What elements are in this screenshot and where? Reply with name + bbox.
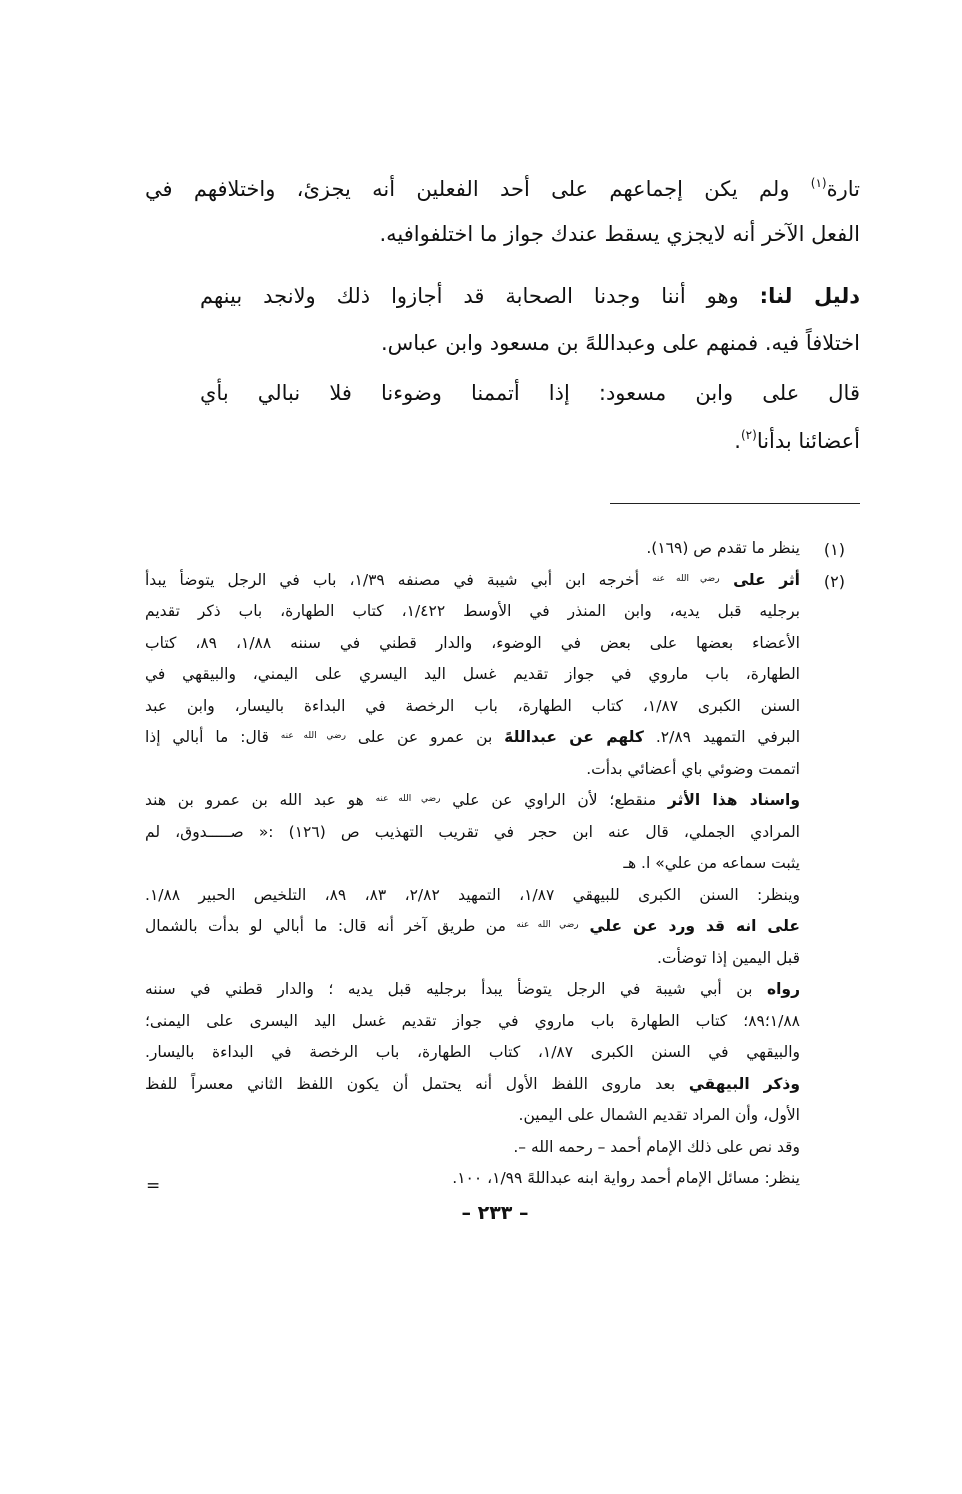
- footnote-line: [145, 854, 800, 872]
- text-segment: .: [734, 429, 741, 453]
- footnote-line: [145, 980, 800, 998]
- text-segment: الأعضاء بعضها على بعض في الوضوء، والدار قطني في سننه ١/٨٨، ٨٩، كتاب: [145, 633, 800, 652]
- body-line: [145, 222, 860, 246]
- footnote-line: [145, 917, 800, 935]
- footnote-line: [145, 1012, 800, 1030]
- footnote-line: [145, 760, 800, 778]
- text-segment: على انه قد ورد عن علي: [578, 917, 801, 935]
- text-segment: قبل اليمين إذا توضأت.: [657, 948, 800, 967]
- text-segment: ولم يكن إجماعهم على أحد الفعلين أنه يجزئ، واختلافهم في: [145, 177, 811, 201]
- footnote-line: [145, 1106, 800, 1124]
- footnote-line: [145, 602, 800, 620]
- footnote-line: [145, 1138, 800, 1156]
- text-segment: وذكر البيهقي: [688, 1074, 800, 1093]
- text-segment: بن عمرو عن على: [345, 728, 505, 746]
- footnote-line: [145, 571, 800, 589]
- text-segment: أخرجه ابن أبي شيبة في مصنفه ١/٣٩، باب في الرجل يتوضأ يبدأ: [145, 570, 653, 589]
- text-segment: قال على وابن مسعود: إذا أتممنا وضوءنا فلا نبالي بأي: [200, 381, 860, 405]
- text-segment: اختلافاً فيه. فمنهم على وعبداللهً بن مسعود وابن عباس.: [381, 331, 860, 355]
- footnote-line: [145, 539, 800, 557]
- footnote-line: [145, 665, 800, 683]
- footnote-ref: (٢): [740, 428, 757, 442]
- honorific-glyph: رضي الله عنه: [652, 573, 720, 584]
- footnote-line: [145, 697, 800, 715]
- text-segment: أثر على: [719, 570, 800, 589]
- text-segment: هو عبد الله بن عمرو بن هند: [145, 791, 376, 809]
- footnote-line: [145, 886, 800, 904]
- footnote-line: [145, 1169, 800, 1187]
- text-segment: ١/٨٨؛٨٩؛ كتاب الطهارة باب ماروي في جواز تقديم غسل اليد اليسرى على اليمنى؛: [145, 1011, 800, 1030]
- text-segment: البرفي التمهيد ٢/٨٩.: [643, 728, 800, 746]
- footnote-line: [145, 791, 800, 809]
- text-segment: ينظر ما تقدم ص (١٦٩).: [646, 539, 800, 557]
- text-segment: السنن الكبرى ١/٨٧، كتاب الطهارة، باب الرخصة في البداءة باليسار، وابن عبد: [145, 696, 801, 715]
- body-line: [145, 176, 860, 201]
- body-line: [200, 381, 860, 405]
- honorific-glyph: رضي الله عنه: [516, 920, 579, 930]
- text-segment: بن أبي شيبة في الرجل يتوضأ يبدأ برجليه قبل يديه ؛ والدار قطني في سننه: [145, 980, 767, 998]
- text-segment: يثبت سماعه من علي» ا. هـ: [623, 854, 800, 872]
- text-segment: الطهارة، باب ماروي في جواز تقديم غسل اليد اليسري على اليمني، والبيقهي في: [145, 665, 800, 683]
- body-line: [145, 428, 860, 453]
- text-segment: منقطع؛ لأن الراوي عن علي: [440, 791, 668, 809]
- text-segment: من طريق آخر أنه قال: ما أبالي لو بدأت بالشمال: [145, 917, 517, 935]
- text-segment: واسناد هذا الأثر: [667, 791, 800, 809]
- text-segment: دليل لنا:: [759, 284, 860, 308]
- page-number: – ٢٣٣ –: [461, 1202, 529, 1224]
- text-segment: ينظر: مسائل الإمام أحمد رواية ابنه عبداللهً ١/٩٩، ١٠٠.: [452, 1169, 800, 1187]
- footnote-separator: [610, 503, 860, 504]
- text-segment: وينظر: السنن الكبرى للبيهقي ١/٨٧، التمهيد ٢/٨٢، ٨٣، ٨٩، التلخيص الحبير ١/٨٨.: [145, 885, 800, 904]
- text-segment: تارة: [826, 177, 860, 201]
- body-line: [200, 284, 860, 308]
- text-segment: المرادي الجملي، قال عنه ابن حجر في تقريب التهذيب ص (١٢٦) :« صـــــدوق، لم: [145, 822, 800, 841]
- continuation-mark: =: [146, 1176, 161, 1196]
- footnote-line: [145, 634, 800, 652]
- text-segment: وهو أننا وجدنا الصحابة قد أجازوا ذلك ولانجد بينهم: [200, 284, 760, 308]
- honorific-glyph: رضي الله عنه: [375, 794, 441, 804]
- footnote-line: [145, 823, 800, 841]
- footnote-line: [145, 1043, 800, 1061]
- text-segment: والبيقهي في السنن الكبرى ١/٨٧، كتاب الطهارة، باب الرخصة في البداءة باليسار.: [145, 1043, 801, 1061]
- footnote-number: (٢): [823, 572, 845, 591]
- footnote-line: [145, 949, 800, 967]
- text-segment: رواه: [766, 980, 800, 998]
- honorific-glyph: رضي الله عنه: [280, 731, 346, 741]
- text-segment: الفعل الآخر أنه لايجزي يسقط عندك جواز ما اختلفوافيه.: [379, 222, 860, 246]
- body-line: [145, 331, 860, 355]
- footnote-line: [145, 728, 800, 746]
- footnote-ref: (١): [810, 176, 827, 190]
- text-segment: الأول، وأن المراد تقديم الشمال على اليمين.: [518, 1106, 800, 1124]
- footnote-line: [145, 1075, 800, 1093]
- text-segment: أعضائنا بدأنا: [756, 429, 860, 453]
- footnote-number: (١): [823, 540, 845, 559]
- text-segment: قال: ما أبالي إذا: [145, 728, 281, 746]
- text-segment: اتممت وضوئي باي أعضائي بدأت.: [586, 759, 800, 778]
- text-segment: كلهم عن عبداللهً: [504, 728, 644, 746]
- text-segment: بعد ماروى اللفظ الأول أنه يحتمل أن يكون اللفظ الثاني معسراً للفظ: [145, 1074, 689, 1093]
- text-segment: وقد نص على ذلك الإمام أحمد – رحمه الله –.: [513, 1137, 800, 1156]
- text-segment: برجليه قبل يديه، وابن المنذر في الأوسط ١/٤٢٢، كتاب الطهارة، باب ذكر تقديم: [145, 602, 800, 620]
